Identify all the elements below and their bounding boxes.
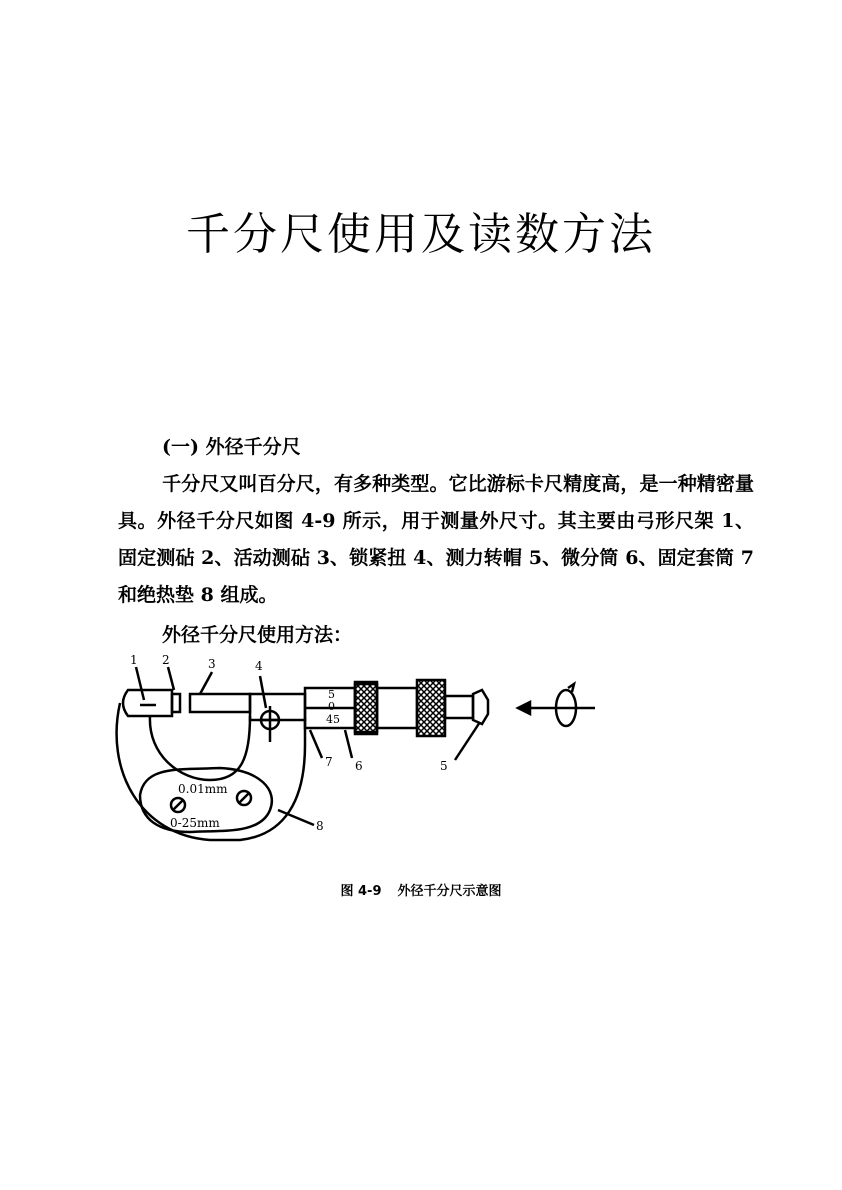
section-heading: (一) 外径千分尺 bbox=[162, 436, 301, 458]
thimble-knurl bbox=[355, 682, 377, 734]
callout-6: 6 bbox=[355, 759, 363, 773]
ratchet-cap bbox=[473, 690, 488, 724]
callout-8: 8 bbox=[316, 819, 324, 833]
plate-text-bottom: 0-25mm bbox=[170, 816, 220, 830]
micrometer-figure bbox=[100, 650, 720, 850]
body-paragraph bbox=[118, 466, 754, 614]
spindle bbox=[190, 694, 250, 712]
ratchet-stem bbox=[445, 696, 473, 718]
figure-caption bbox=[0, 880, 842, 899]
callout-5: 5 bbox=[440, 759, 448, 773]
caption-text: 外径千分尺示意图 bbox=[397, 884, 502, 899]
callout-2: 2 bbox=[162, 653, 170, 667]
callout-1: 1 bbox=[130, 653, 138, 667]
fixed-anvil bbox=[123, 690, 172, 716]
usage-subheading: 外径千分尺使用方法： bbox=[162, 624, 353, 646]
callout-3: 3 bbox=[208, 657, 216, 671]
ratchet-knurl bbox=[417, 680, 445, 736]
page-title: 千分尺使用及读数方法 bbox=[186, 209, 656, 260]
body-paragraph-text: 千分尺又叫百分尺，有多种类型。它比游标卡尺精度高，是一种精密量具。外径千分尺如图 4-9 所示，用于测量外尺寸。其主要由弓形尺架 1、固定测砧 2、活动测砧 3、锁紧扭 4、测力转帽 5、微分筒 6、固定套筒 7 和绝热垫 8 组成。 bbox=[118, 473, 754, 606]
barrel bbox=[377, 688, 417, 728]
caption-number: 图 4-9 bbox=[340, 884, 382, 899]
callout-7: 7 bbox=[325, 755, 333, 769]
thimble-mark-45: 45 bbox=[326, 713, 340, 726]
thimble-mark-0: 0 bbox=[328, 700, 335, 713]
plate-text-top: 0.01mm bbox=[178, 782, 228, 796]
thimble-mark-5: 5 bbox=[328, 688, 335, 701]
anvil-face bbox=[172, 694, 180, 712]
callout-4: 4 bbox=[255, 659, 263, 673]
